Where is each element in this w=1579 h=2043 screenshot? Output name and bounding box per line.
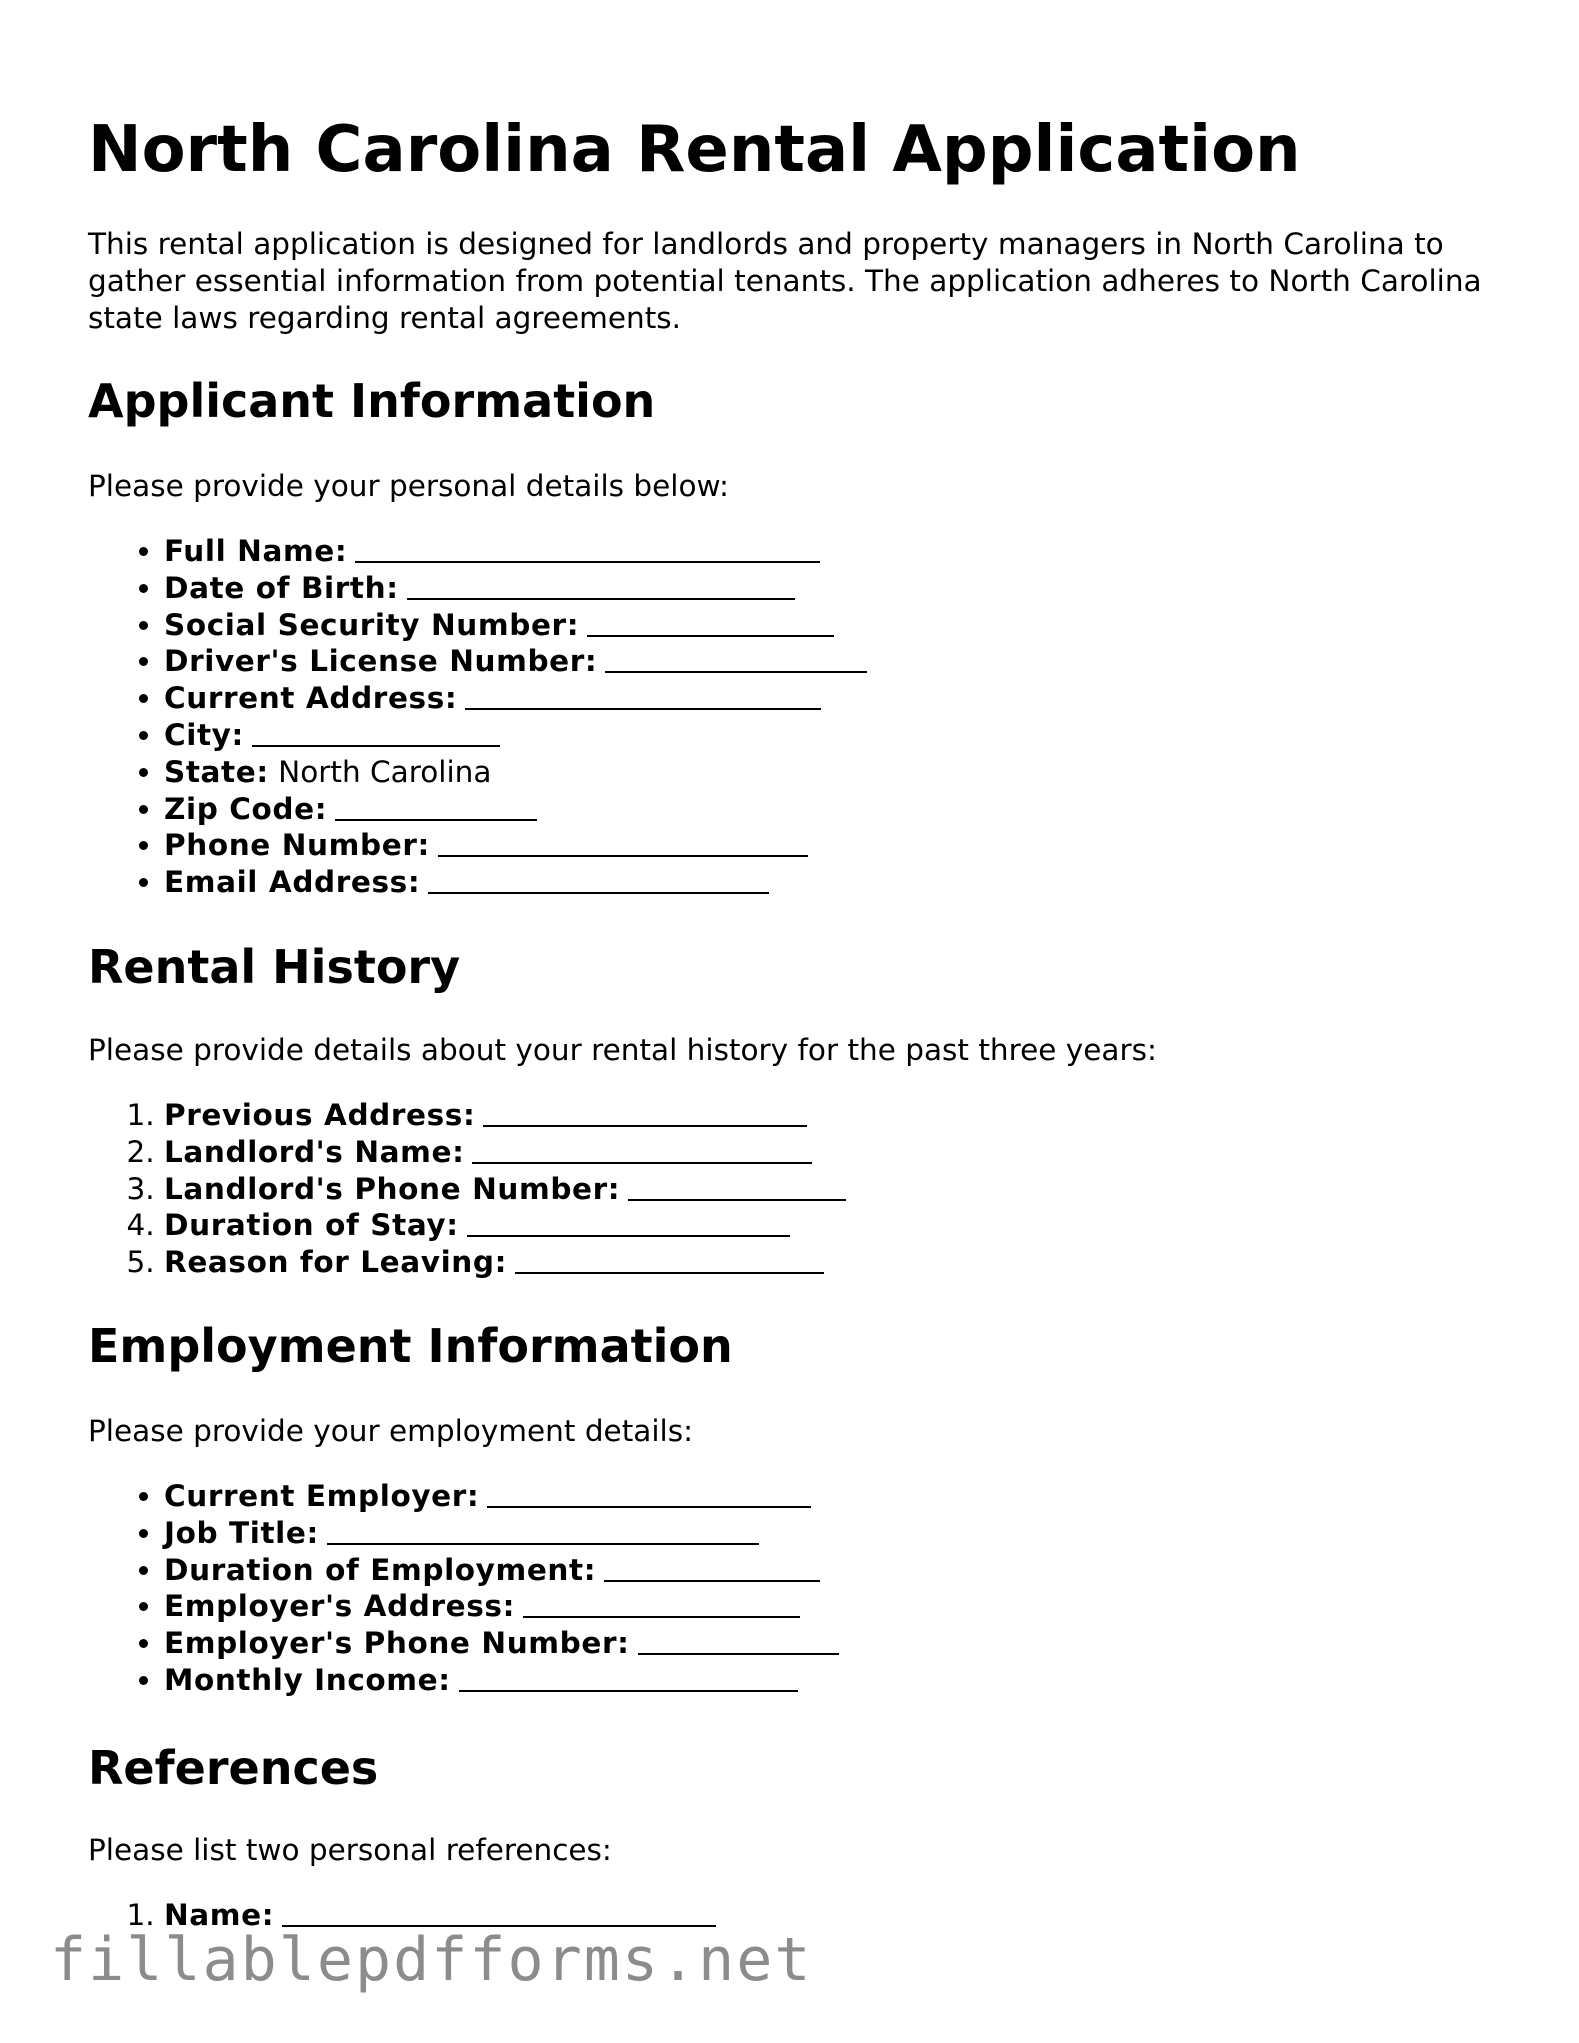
field-label: Social Security Number: — [164, 607, 580, 642]
field-zip-code — [164, 791, 867, 828]
field-phone-number — [164, 827, 867, 864]
field-state — [164, 754, 867, 791]
field-label: Current Address: — [164, 681, 458, 716]
field-current-employer — [164, 1478, 839, 1515]
applicant-fields — [88, 533, 867, 901]
duration-of-employment-field[interactable] — [604, 1580, 820, 1582]
field-job-title — [164, 1515, 839, 1552]
field-duration-of-stay — [164, 1207, 846, 1244]
employment-heading: Employment Information — [88, 1319, 733, 1373]
field-label: State: — [164, 754, 269, 789]
field-label: Duration of Employment: — [164, 1552, 597, 1587]
field-duration-of-employment — [164, 1552, 839, 1589]
employment-fields — [88, 1478, 839, 1699]
field-date-of-birth — [164, 570, 867, 607]
current-address-field[interactable] — [465, 708, 821, 710]
field-label: Employer's Phone Number: — [164, 1626, 630, 1661]
zip-code-field[interactable] — [335, 819, 537, 821]
field-label: Email Address: — [164, 865, 421, 900]
field-label: Current Employer: — [164, 1479, 480, 1513]
field-label: Date of Birth: — [164, 570, 399, 605]
full-name-field[interactable] — [355, 561, 820, 563]
landlord-phone-field[interactable] — [628, 1199, 846, 1201]
reason-for-leaving-field[interactable] — [515, 1272, 824, 1274]
page-title: North Carolina Rental Application — [88, 113, 1301, 187]
applicant-heading: Applicant Information — [88, 374, 656, 428]
field-label: Previous Address: — [164, 1098, 476, 1132]
state-value: North Carolina — [278, 754, 492, 789]
field-city — [164, 717, 867, 754]
employer-address-field[interactable] — [523, 1616, 800, 1618]
field-label: Name: — [164, 1898, 275, 1932]
employer-phone-field[interactable] — [638, 1653, 839, 1655]
field-previous-address — [164, 1097, 846, 1134]
field-label: City: — [164, 717, 244, 752]
field-label: Driver's License Number: — [164, 644, 598, 679]
field-employer-phone — [164, 1625, 839, 1662]
previous-address-field[interactable] — [483, 1125, 807, 1127]
field-email-address — [164, 864, 867, 901]
email-address-field[interactable] — [428, 892, 769, 894]
field-landlord-phone — [164, 1171, 846, 1208]
field-full-name — [164, 533, 867, 570]
drivers-license-field[interactable] — [605, 671, 867, 673]
rental-history-fields — [88, 1097, 846, 1281]
field-current-address — [164, 680, 867, 717]
ssn-field[interactable] — [587, 635, 834, 637]
field-label: Employer's Address: — [164, 1589, 515, 1624]
field-ssn — [164, 607, 867, 644]
job-title-field[interactable] — [327, 1543, 759, 1545]
current-employer-field[interactable] — [487, 1506, 811, 1508]
field-label: Phone Number: — [164, 828, 430, 863]
applicant-lead: Please provide your personal details below: — [88, 469, 729, 503]
field-landlord-name — [164, 1134, 846, 1171]
field-label: Landlord's Name: — [164, 1134, 465, 1169]
date-of-birth-field[interactable] — [407, 598, 795, 600]
phone-number-field[interactable] — [438, 855, 808, 857]
field-label: Reason for Leaving: — [164, 1245, 508, 1280]
field-label: Zip Code: — [164, 791, 328, 826]
field-label: Landlord's Phone Number: — [164, 1171, 621, 1206]
references-lead: Please list two personal references: — [88, 1833, 612, 1867]
monthly-income-field[interactable] — [459, 1690, 798, 1692]
field-label: Full Name: — [164, 534, 348, 568]
field-drivers-license — [164, 643, 867, 680]
field-label: Monthly Income: — [164, 1662, 451, 1697]
watermark: fillablepdfforms.net — [50, 1925, 813, 1995]
field-label: Duration of Stay: — [164, 1208, 459, 1243]
field-monthly-income — [164, 1662, 839, 1699]
employment-lead: Please provide your employment details: — [88, 1414, 694, 1448]
field-label: Job Title: — [164, 1515, 319, 1550]
references-heading: References — [88, 1741, 379, 1795]
city-field[interactable] — [252, 745, 500, 747]
duration-of-stay-field[interactable] — [467, 1235, 790, 1237]
rental-history-heading: Rental History — [88, 940, 461, 994]
field-employer-address — [164, 1588, 839, 1625]
rental-history-lead: Please provide details about your rental history for the past three years: — [88, 1033, 1157, 1067]
field-reason-for-leaving — [164, 1244, 846, 1281]
landlord-name-field[interactable] — [472, 1162, 812, 1164]
intro-paragraph: This rental application is designed for landlords and property managers in North Carolina to gather essential information from potential tenants. The application adheres to North Carolina state laws regarding rental agreements. — [88, 227, 1482, 335]
